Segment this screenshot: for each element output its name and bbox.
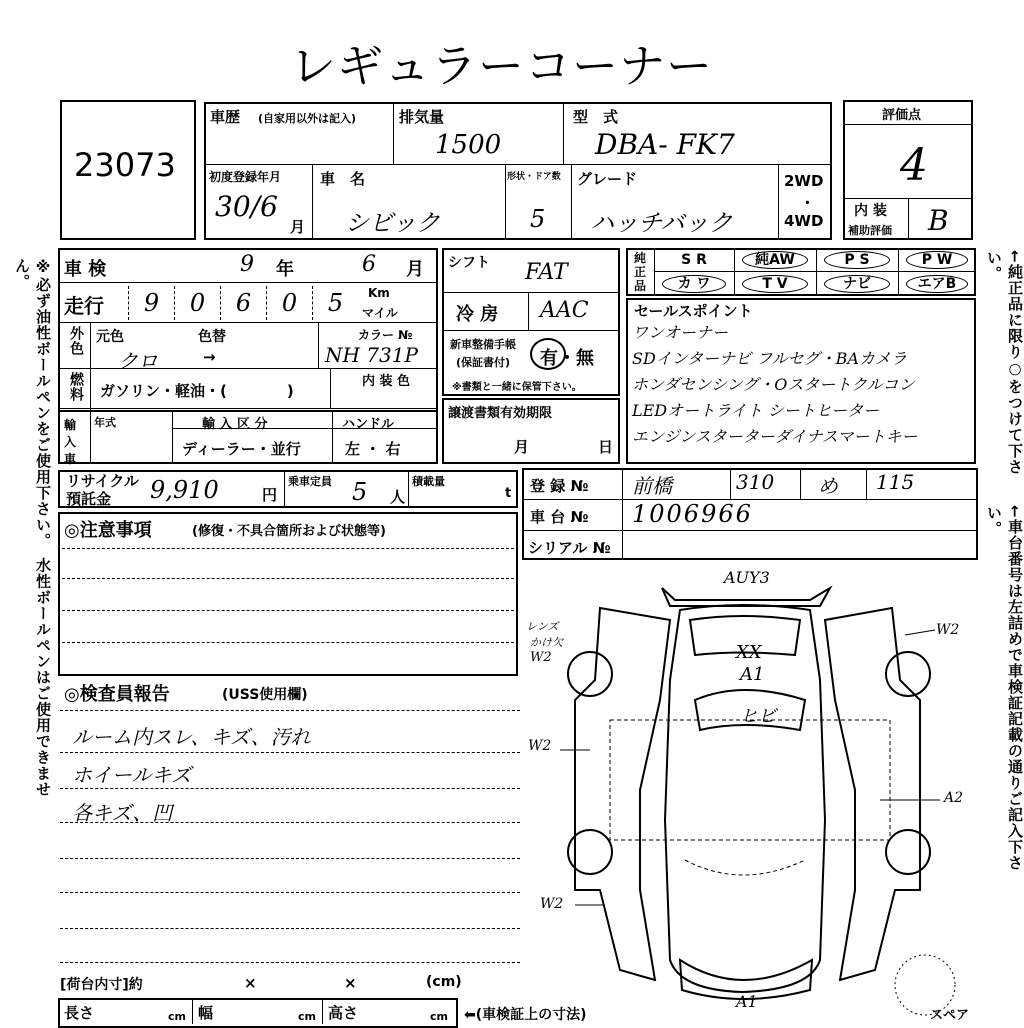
inspector-sub: (USS使用欄) (222, 687, 308, 703)
inspection-month-value[interactable]: 6 (362, 252, 376, 277)
dims-note: ⬅(車検証上の寸法) (464, 1007, 587, 1023)
grade-value[interactable]: ハッチバック (590, 209, 733, 237)
import-year-label: 年式 (94, 416, 116, 429)
dims-length-cm: cm (168, 1010, 186, 1023)
sales-points-label: セールスポイント (634, 302, 753, 320)
dims-width-cm: cm (298, 1010, 316, 1023)
registration-parts[interactable] (622, 468, 978, 499)
ac-value[interactable]: AAC (540, 298, 589, 323)
equipment-item[interactable]: P W (898, 250, 976, 270)
left-margin-note: ※必ず油性ボールペンをご使用下さい。 水性ボールペンはご使用できません。 (13, 258, 52, 798)
dims-width: 幅 (198, 1004, 214, 1022)
mark-top: AUY3 (724, 568, 770, 587)
cargo-x2: × (344, 974, 357, 992)
mark-windshield: ヒビ (740, 706, 776, 727)
drive-2wd[interactable]: 2WD (784, 172, 824, 190)
mileage-unit-mile: マイル (362, 306, 398, 320)
recycle-unit: 円 (262, 486, 278, 504)
equipment-item[interactable]: カ ワ (654, 274, 734, 294)
exterior-orig-label: 元色 (96, 329, 124, 345)
capacity-value[interactable]: 5 (352, 478, 368, 506)
handle-value[interactable]: 左 ・ 右 (345, 440, 401, 458)
model-type-label: 型 式 (573, 108, 619, 126)
displacement-label: 排気量 (399, 108, 445, 126)
car-name-label: 車 名 (320, 170, 366, 188)
history-note: (自家用以外は記入) (258, 112, 357, 125)
fuel-options[interactable]: ガソリン・軽油・( ) (100, 382, 294, 400)
equipment-circle-mark (662, 275, 726, 293)
displacement-value[interactable]: 1500 (435, 130, 502, 160)
shift-label: シフト (448, 255, 490, 271)
recycle-label-2: 預託金 (66, 490, 112, 508)
mark-roof-2: A1 (740, 664, 765, 685)
notes-label: ◎注意事項 (64, 520, 152, 541)
dims-length: 長さ (64, 1004, 95, 1022)
warranty-label-1: 新車整備手帳 (450, 338, 516, 351)
mileage-label: 走行 (64, 294, 104, 318)
doors-value[interactable]: 5 (530, 205, 546, 233)
mileage-cells[interactable] (128, 286, 358, 320)
doors-label: 形状・ドア数 (507, 172, 561, 182)
registration-part[interactable]: 115 (876, 470, 915, 494)
sales-point-line: SDインターナビ フルセグ・BAカメラ (632, 349, 907, 368)
inspection-year-value[interactable]: 9 (240, 252, 254, 277)
rating-label: 評価点 (882, 108, 922, 123)
first-registration-label: 初度登録年月 (209, 170, 282, 184)
registration-part[interactable]: め (818, 474, 838, 498)
inspector-report-line: ルーム内スレ、キズ、汚れ (72, 725, 311, 749)
interior-rating-sub: 補助評価 (848, 224, 892, 237)
equipment-cells (654, 248, 976, 296)
warranty-value[interactable]: 有・無 (540, 348, 594, 369)
equipment-circle-mark (742, 275, 808, 293)
registration-part[interactable]: 310 (736, 470, 775, 494)
capacity-label: 乗車定員 (288, 475, 332, 488)
chassis-value[interactable]: 1006966 (632, 500, 753, 528)
serial-label: シリアル № (528, 539, 611, 557)
color-number-label: カラー № (358, 328, 413, 342)
mark-lens: レンズ (526, 620, 559, 633)
chassis-label: 車 台 № (530, 508, 589, 526)
registration-label: 登 録 № (530, 477, 589, 495)
load-unit: t (505, 486, 512, 501)
equipment-item[interactable]: T V (734, 274, 816, 294)
dims-height: 高さ (328, 1004, 359, 1022)
exterior-orig-value[interactable]: クロ (118, 349, 158, 373)
equipment-item[interactable]: S R (681, 252, 707, 268)
transfer-docs-label: 譲渡書類有効期限 (448, 406, 553, 421)
color-number-value[interactable]: NH 731P (325, 343, 418, 367)
equipment-item[interactable]: P S (816, 250, 898, 270)
equipment-circle-mark (824, 251, 890, 269)
recycle-label-1: リサイクル (66, 472, 139, 490)
transfer-month: 月 (514, 438, 530, 456)
interior-color-label: 内 装 色 (362, 374, 411, 389)
equipment-circle-mark (906, 251, 968, 269)
equipment-circle-mark (824, 275, 890, 293)
dims-height-cm: cm (430, 1010, 448, 1023)
inspection-month-unit: 月 (406, 259, 424, 280)
sales-point-line: エンジンスターターダイナスマートキー (632, 427, 918, 446)
car-name-value[interactable]: シビック (345, 209, 441, 237)
equipment-item[interactable]: ナビ (816, 274, 898, 294)
right-margin-note-genuine: ←純正品に限り○をつけて下さい。 (985, 250, 1024, 475)
cargo-unit: (cm) (426, 974, 462, 990)
inspection-year-unit: 年 (276, 259, 294, 280)
inspector-lines (72, 718, 512, 832)
import-category-value[interactable]: ディーラー・並行 (182, 440, 301, 458)
notes-sub: (修復・不具合箇所および状態等) (192, 524, 386, 539)
exterior-change-arrow: → (203, 348, 216, 366)
cargo-label: [荷台内寸]約 (60, 977, 143, 993)
drive-4wd[interactable]: 4WD (784, 212, 824, 230)
mark-left-side: W2 (528, 738, 552, 754)
warranty-circle (530, 338, 566, 370)
shift-value[interactable]: FAT (525, 260, 568, 285)
sales-point-line: LEDオートライト シートヒーター (632, 401, 880, 420)
import-category-label: 輸 入 区 分 (202, 417, 268, 432)
equipment-item[interactable]: エアB (898, 274, 976, 294)
transfer-day: 日 (598, 438, 614, 456)
sales-point-line: ホンダセンシング・Oスタートクルコン (632, 375, 915, 394)
equipment-circle-mark (742, 251, 808, 269)
first-registration-value[interactable]: 30/6 (215, 190, 278, 223)
equipment-item[interactable]: 純AW (734, 250, 816, 270)
inspection-label: 車 検 (64, 259, 107, 280)
mark-right-side: A2 (944, 790, 964, 806)
wheel-right-front (886, 830, 930, 874)
car-diagram[interactable] (520, 560, 980, 1024)
fuel-side-label: 燃料 (68, 372, 84, 402)
handle-label: ハンドル (342, 417, 395, 432)
mark-roof: XX (736, 642, 762, 663)
warranty-label-2: (保証書付) (456, 356, 511, 369)
sales-points-lines (632, 320, 972, 450)
warranty-note: ※書類と一緒に保管下さい。 (452, 382, 582, 393)
history-label: 車歴 (210, 108, 241, 126)
mileage-digit[interactable]: 0 (266, 286, 312, 320)
import-side-label: 輸入車 (64, 418, 77, 466)
rating-value[interactable]: 4 (900, 140, 928, 191)
mileage-digit[interactable]: 5 (312, 286, 358, 320)
mark-right-front: W2 (936, 622, 960, 638)
interior-rating-value[interactable]: B (928, 204, 949, 237)
inspector-report-line: ホイールキズ (72, 763, 192, 787)
first-registration-month-unit: 月 (290, 218, 306, 236)
cargo-x1: × (244, 974, 257, 992)
exterior-color-side-label: 外色 (68, 326, 84, 356)
wheel-left-rear (568, 652, 612, 696)
model-type-value[interactable]: DBA- FK7 (595, 128, 735, 161)
page-title: レギュラーコーナー (290, 39, 713, 93)
left-side-panel (575, 608, 670, 980)
load-label: 積載量 (412, 475, 445, 488)
spoiler-shape (662, 588, 830, 606)
mark-lens-2: かけ欠 (530, 636, 563, 649)
inspector-label: ◎検査員報告 (64, 684, 170, 705)
mark-rear: A1 (736, 992, 758, 1011)
registration-part[interactable]: 前橋 (632, 474, 672, 498)
lot-number: 23073 (74, 146, 176, 184)
mark-rear-left: W2 (540, 896, 564, 912)
right-margin-note-chassis: ←車台番号は左詰めで車検証記載の通りご記入下さい。 (985, 505, 1024, 871)
grade-label: グレード (577, 170, 638, 188)
mileage-digit[interactable]: 0 (174, 286, 220, 320)
inspector-report-line: 各キズ、凹 (72, 801, 173, 825)
capacity-unit: 人 (390, 488, 406, 506)
equipment-circle-mark (906, 275, 968, 293)
recycle-value[interactable]: 9,910 (150, 476, 219, 504)
interior-rating-label: 内 装 (854, 203, 887, 219)
exterior-change-label: 色替 (198, 329, 226, 345)
mark-front-left: W2 (530, 650, 552, 665)
drive-sep: ・ (800, 194, 816, 212)
equipment-side-label: 純正品 (634, 251, 647, 293)
spare-label: スペア (930, 1008, 970, 1023)
right-side-panel (825, 608, 920, 980)
sales-point-line: ワンオーナー (632, 323, 729, 342)
mileage-unit-km: Km (368, 286, 390, 300)
ac-label: 冷 房 (456, 304, 499, 325)
mileage-digit[interactable]: 9 (128, 286, 174, 320)
mileage-digit[interactable]: 6 (220, 286, 266, 320)
